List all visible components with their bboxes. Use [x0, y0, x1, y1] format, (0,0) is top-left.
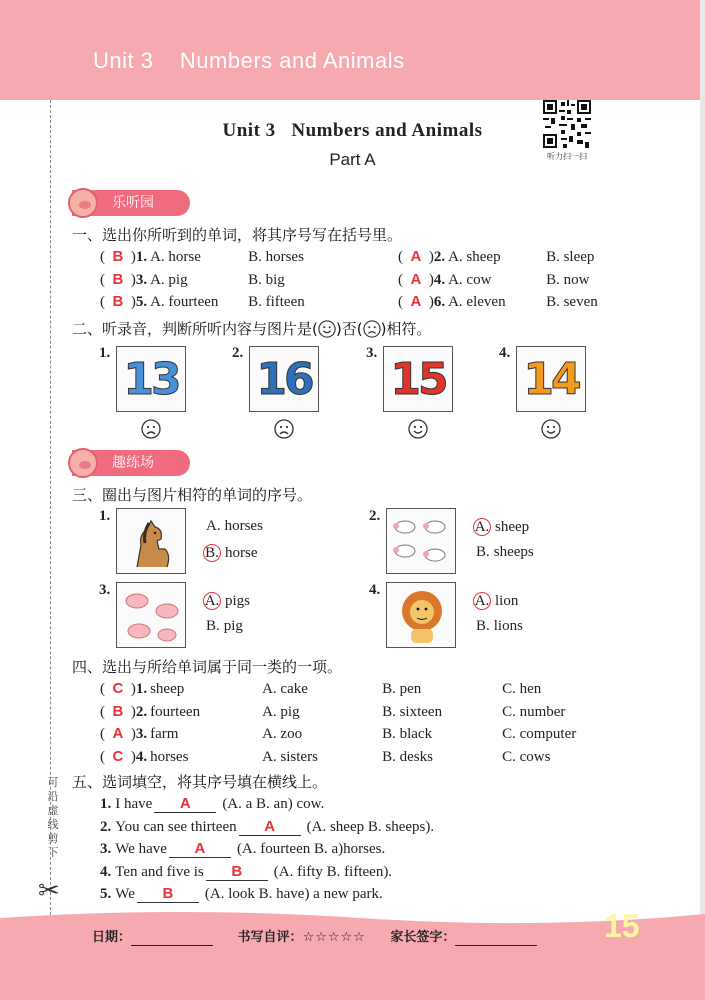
choice-a[interactable] — [476, 592, 518, 610]
q1-row — [398, 293, 598, 311]
given-word: fourteen — [150, 703, 201, 720]
signature-line[interactable] — [455, 930, 537, 946]
number-picture — [516, 346, 586, 412]
choice-letter: B. — [476, 544, 490, 560]
answer-blank[interactable]: B — [137, 885, 199, 903]
circled-letter: A. — [474, 519, 490, 535]
q5-row — [100, 840, 385, 858]
sentence-end: (A. fourteen B. a)horses. — [236, 841, 386, 857]
item-number: 5. — [135, 294, 148, 310]
choice-word: lions — [493, 618, 523, 634]
item-number: 1. — [135, 249, 148, 265]
q1-row — [398, 248, 594, 266]
sentence-end: (A. a B. an) cow. — [222, 796, 325, 812]
banner-practice: 趣练场 — [72, 450, 190, 476]
option-a: A. fourteen — [150, 294, 219, 310]
option-b: B. seven — [546, 294, 598, 310]
item-number: 4. — [433, 271, 446, 288]
choice-word: pigs — [225, 593, 251, 609]
number-graphic: 14 — [523, 353, 579, 405]
animal-picture — [116, 508, 186, 574]
item-number: 4. — [100, 863, 112, 880]
happy-face-icon — [408, 419, 428, 439]
q1-row — [100, 293, 305, 311]
item-number: 4. — [135, 748, 148, 765]
item-number: 2. — [135, 703, 148, 720]
q4-row — [100, 725, 576, 743]
q2-heading — [72, 318, 431, 339]
answer: A — [410, 293, 422, 310]
given-word: sheep — [150, 681, 185, 697]
item-number: 1. — [135, 681, 148, 697]
page-number: 15 — [604, 908, 640, 944]
circled-letter: B. — [203, 544, 221, 562]
q2-heading-a: 二、听录音，判断所听内容与图片是( — [72, 320, 318, 338]
choice-word: sheep — [495, 519, 530, 535]
answer-bracket[interactable]: ( C ) — [100, 747, 136, 765]
parent-signature-label: 家长签字： — [390, 930, 456, 945]
choice-letter: B. — [476, 618, 490, 634]
date-label: 日期： — [92, 930, 132, 945]
q1-row — [100, 248, 304, 266]
item-number: 6. — [433, 294, 446, 310]
sentence-start: We — [115, 886, 135, 902]
answer-bracket[interactable]: ( C ) — [100, 680, 136, 697]
scissors-icon: ✂ — [38, 876, 60, 906]
q5-row — [100, 795, 324, 813]
circled-letter: A. — [474, 593, 490, 609]
answer-blank[interactable]: A — [169, 840, 231, 858]
answer: B — [112, 293, 124, 310]
choice-letter: B. — [206, 618, 220, 634]
option-b: B. horses — [248, 249, 304, 265]
choice-b[interactable] — [476, 618, 523, 635]
answer-bracket[interactable]: ( A ) — [398, 270, 434, 288]
q3-heading: 三、圈出与图片相符的单词的序号。 — [72, 486, 313, 504]
item-number: 3. — [135, 726, 148, 742]
picture-number: 4. — [499, 345, 511, 361]
sheep-icon — [387, 509, 456, 574]
option-b: B. desks — [382, 748, 433, 765]
number-picture — [116, 346, 186, 412]
choice-b[interactable] — [206, 544, 258, 562]
sentence-start: You can see thirteen — [115, 818, 237, 835]
picture-number: 1. — [99, 345, 111, 361]
q5-heading: 五、选词填空，将其序号填在横线上。 — [72, 773, 328, 791]
choice-letter: A. — [206, 518, 221, 534]
animal-picture — [386, 508, 456, 574]
pig-icon — [117, 583, 186, 648]
picture-number: 4. — [369, 582, 381, 598]
q4-row — [100, 748, 550, 766]
cut-hint: 可沿虚线剪下 — [47, 776, 59, 859]
sentence-end: (A. sheep B. sheeps). — [306, 818, 435, 835]
lion-icon — [387, 583, 456, 648]
item-number: 2. — [433, 249, 446, 265]
number-graphic: 16 — [256, 353, 312, 405]
sentence-end: (A. fifty B. fifteen). — [273, 863, 393, 880]
option-b: B. sleep — [546, 249, 595, 265]
option-b: B. pen — [382, 681, 422, 697]
answer-blank[interactable]: A — [239, 818, 301, 836]
footer-fields — [92, 926, 537, 946]
item-number: 1. — [100, 796, 112, 812]
page-title: Unit 3 Numbers and Animals — [222, 120, 483, 141]
option-c: C. number — [502, 703, 566, 720]
option-a: A. horse — [150, 249, 201, 265]
choice-word: sheeps — [493, 544, 534, 560]
q5-row — [100, 885, 383, 903]
answer-bracket[interactable]: ( A ) — [398, 248, 434, 265]
date-line[interactable] — [131, 930, 213, 946]
item-number: 2. — [100, 818, 112, 835]
option-c: C. computer — [502, 726, 577, 742]
q5-row — [100, 863, 392, 881]
q1-heading: 一、选出你所听到的单词，将其序号写在括号里。 — [72, 226, 403, 244]
option-b: B. sixteen — [382, 703, 443, 720]
q1-row — [398, 271, 589, 289]
option-b: B. big — [248, 271, 285, 288]
answer-bracket[interactable]: ( B ) — [100, 270, 136, 288]
item-number: 3. — [100, 841, 112, 857]
sentence-end: (A. look B. have) a new park. — [204, 886, 383, 902]
option-b: B. fifteen — [248, 294, 305, 310]
answer: C — [112, 680, 124, 697]
item-number: 5. — [100, 886, 112, 902]
q4-row — [100, 703, 565, 721]
pig-icon — [68, 448, 98, 478]
banner-listen: 乐听园 — [72, 190, 190, 216]
option-a: A. sisters — [262, 748, 318, 765]
self-eval-label: 书写自评： — [237, 930, 303, 945]
option-b: B. now — [546, 271, 590, 288]
option-a: A. cow — [448, 271, 492, 288]
choice-word: pig — [223, 618, 243, 634]
happy-face-icon — [318, 320, 336, 338]
option-c: C. cows — [502, 748, 551, 765]
number-picture — [249, 346, 319, 412]
sad-face-icon — [274, 419, 294, 439]
q4-heading: 四、选出与所给单词属于同一类的一项。 — [72, 658, 343, 676]
page-subtitle: Part A — [329, 150, 376, 169]
option-a: A. sheep — [448, 249, 501, 265]
choice-b[interactable] — [476, 544, 534, 561]
option-a: A. zoo — [262, 726, 303, 742]
choice-word: horses — [224, 518, 263, 534]
given-word: horses — [150, 748, 189, 765]
picture-number: 3. — [366, 345, 378, 361]
picture-number: 3. — [99, 582, 111, 598]
happy-face-icon — [541, 419, 561, 439]
sad-face-icon — [363, 320, 381, 338]
sentence-start: I have — [115, 796, 153, 812]
picture-number: 2. — [232, 345, 244, 361]
q5-row — [100, 818, 434, 836]
animal-picture — [386, 582, 456, 648]
header-title: Unit 3 Numbers and Animals — [93, 48, 405, 73]
qr-code-icon[interactable] — [543, 100, 591, 148]
answer: B — [112, 270, 124, 288]
number-picture — [383, 346, 453, 412]
pig-icon — [68, 188, 98, 218]
option-a: A. cake — [262, 681, 308, 697]
option-a: A. eleven — [448, 294, 506, 310]
q2-heading-c: )相符。 — [380, 320, 432, 338]
number-graphic: 15 — [390, 353, 446, 405]
q2-heading-b: )否( — [335, 320, 363, 338]
q1-row — [100, 271, 285, 289]
answer-blank[interactable]: B — [206, 863, 268, 881]
answer-bracket[interactable]: ( B ) — [100, 702, 136, 720]
number-graphic: 13 — [123, 353, 179, 405]
footer-band — [0, 910, 705, 1000]
answer-blank[interactable]: A — [154, 795, 216, 813]
choice-a[interactable] — [206, 592, 250, 610]
answer: B — [112, 702, 124, 720]
given-word: farm — [150, 726, 179, 742]
choice-a[interactable] — [476, 518, 529, 536]
picture-number: 2. — [369, 508, 381, 524]
q4-row — [100, 680, 541, 698]
answer: C — [112, 747, 124, 765]
sentence-start: We have — [115, 841, 167, 857]
answer-bracket[interactable]: ( B ) — [100, 293, 136, 310]
answer: A — [112, 725, 124, 742]
choice-word: lion — [495, 593, 519, 609]
answer-bracket[interactable]: ( A ) — [398, 293, 434, 310]
option-a: A. pig — [262, 703, 300, 720]
picture-number: 1. — [99, 508, 111, 524]
option-a: A. pig — [150, 271, 188, 288]
qr-label: 听力扫一扫 — [547, 152, 587, 161]
circled-letter: A. — [204, 593, 220, 609]
choice-word: horse — [225, 545, 258, 561]
answer: A — [410, 248, 422, 265]
answer: A — [410, 270, 422, 288]
choice-a[interactable] — [206, 518, 263, 535]
animal-picture — [116, 582, 186, 648]
sentence-start: Ten and five is — [115, 863, 204, 880]
stars-rating[interactable]: ☆☆☆☆☆ — [302, 930, 366, 945]
sad-face-icon — [141, 419, 161, 439]
horse-icon — [117, 509, 186, 574]
choice-b[interactable] — [206, 618, 243, 635]
answer-bracket[interactable]: ( A ) — [100, 725, 136, 742]
answer-bracket[interactable]: ( B ) — [100, 248, 136, 265]
item-number: 3. — [135, 271, 148, 288]
answer: B — [112, 248, 124, 265]
option-c: C. hen — [502, 681, 542, 697]
option-b: B. black — [382, 726, 433, 742]
